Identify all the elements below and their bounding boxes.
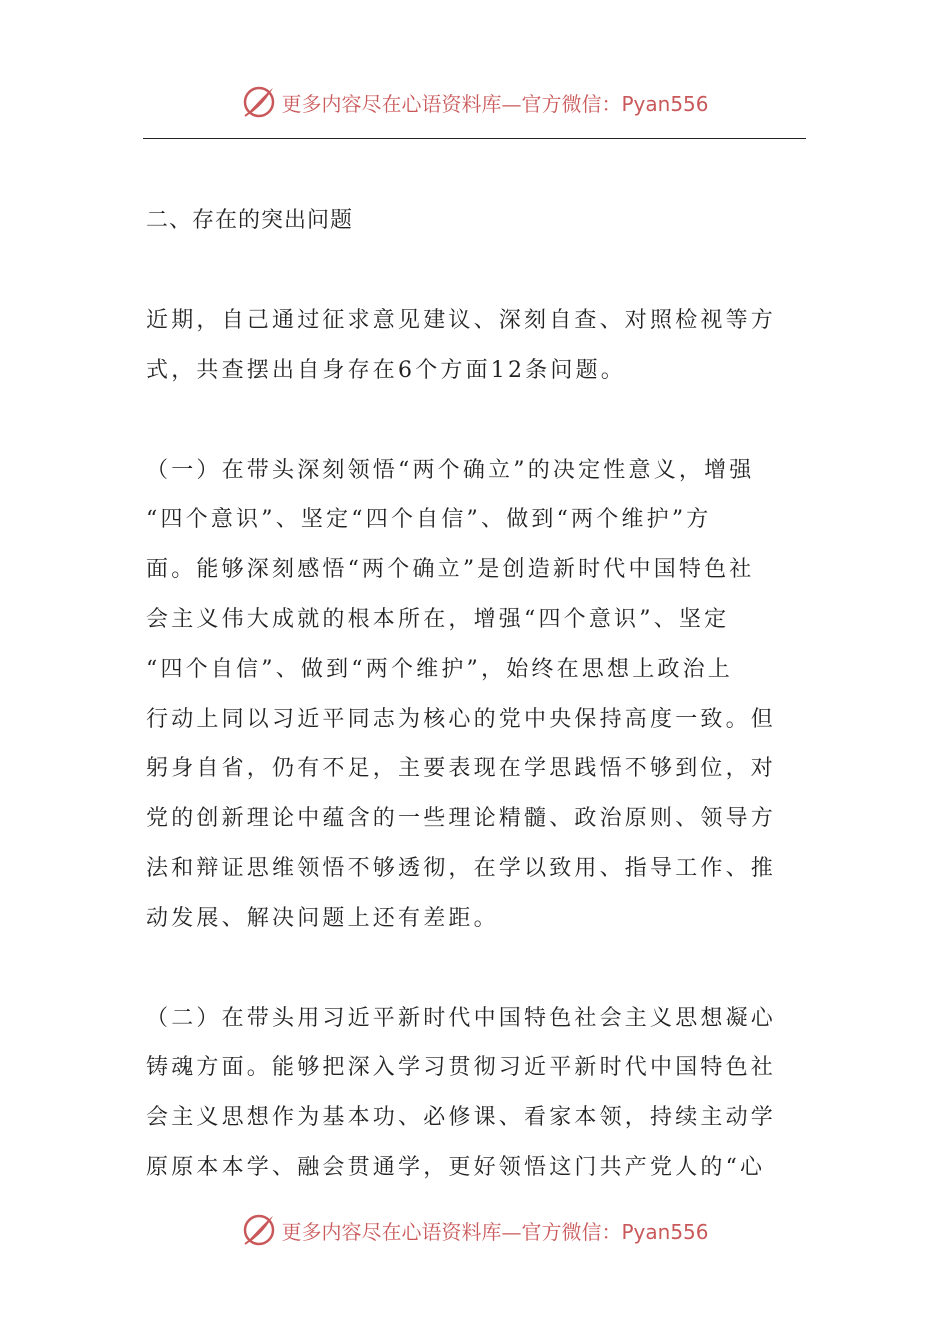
banner-text: 更多内容尽在心语资料库—官方微信：Pyan556: [281, 91, 709, 116]
document-body: [146, 196, 806, 1243]
paragraph-line: （二）在带头用习近平新时代中国特色社会主义思想凝心: [146, 1005, 777, 1031]
footer-banner: [0, 1208, 950, 1252]
paragraph-line: 行动上同以习近平同志为核心的党中央保持高度一致。但: [146, 706, 777, 732]
paragraph-line: 会主义伟大成就的根本所在，增强“四个意识”、坚定: [146, 606, 730, 632]
header-banner: [0, 80, 950, 124]
paragraph-line: （一）在带头深刻领悟“两个确立”的决定性意义，增强: [146, 457, 755, 483]
paragraph-line: 会主义思想作为基本功、必修课、看家本领，持续主动学: [146, 1105, 777, 1131]
banner-text: 更多内容尽在心语资料库—官方微信：Pyan556: [281, 1219, 709, 1244]
paragraph-line: 动发展、解决问题上还有差距。: [146, 905, 499, 931]
paragraph-line: 面。能够深刻感悟“两个确立”是创造新时代中国特色社: [146, 557, 755, 583]
paragraph-line: 铸魂方面。能够把深入学习贯彻习近平新时代中国特色社: [146, 1055, 777, 1081]
paragraph-line: 躬身自省，仍有不足，主要表现在学思践悟不够到位，对: [146, 756, 777, 782]
quill-pen-logo-icon: [241, 84, 277, 120]
paragraph-line: 式，共查摆出自身存在6个方面12条问题。: [146, 357, 626, 383]
paragraph-line: “四个自信”、做到“两个维护”，始终在思想上政治上: [146, 656, 733, 682]
header-rule: [143, 138, 806, 139]
paragraph-line: 近期，自己通过征求意见建议、深刻自查、对照检视等方: [146, 308, 777, 333]
paragraph-line: “四个意识”、坚定“四个自信”、做到“两个维护”方: [146, 507, 712, 533]
paragraph-1: [146, 296, 806, 396]
paragraph-2: [146, 446, 806, 944]
quill-pen-logo-icon: [241, 1212, 277, 1248]
paragraph-line: 法和辩证思维领悟不够透彻，在学以致用、指导工作、推: [146, 855, 777, 881]
paragraph-3: [146, 994, 806, 1193]
paragraph-line: 党的创新理论中蕴含的一些理论精髓、政治原则、领导方: [146, 806, 777, 832]
section-heading: 二、存在的突出问题: [146, 208, 354, 233]
paragraph-line: 原原本本学、融会贯通学，更好领悟这门共产党人的“心: [146, 1154, 766, 1180]
